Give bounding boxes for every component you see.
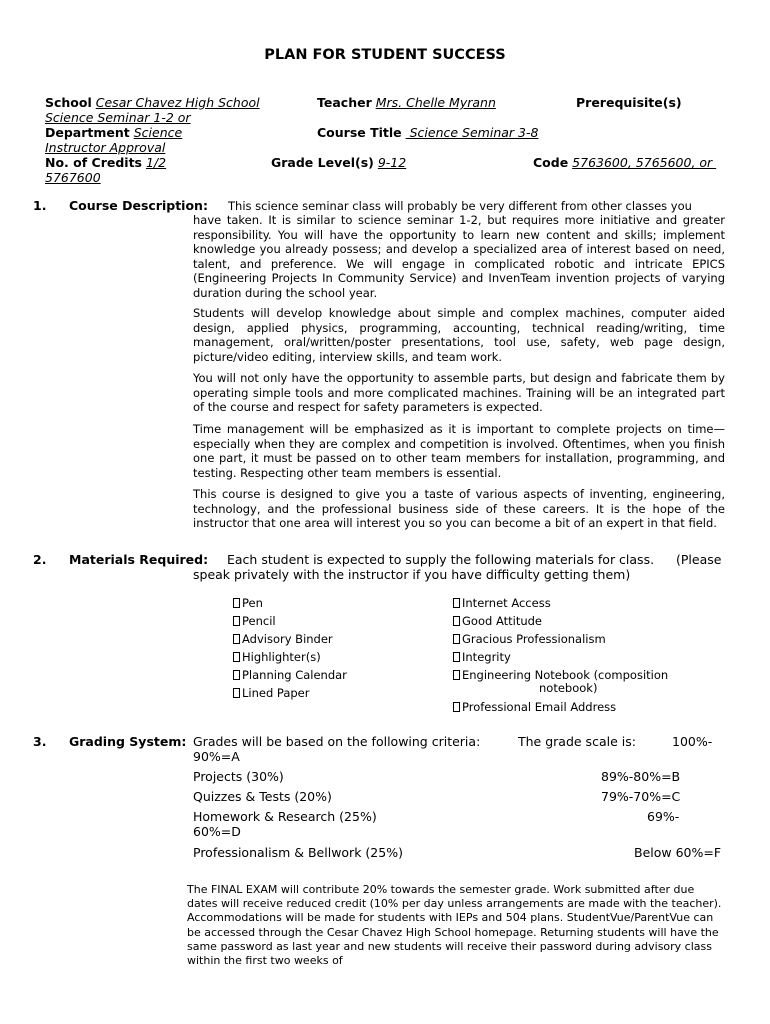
materials-right-item xyxy=(453,668,668,682)
checkbox-icon xyxy=(453,652,460,662)
section3-label: Grading System: xyxy=(69,734,187,749)
checkbox-icon xyxy=(233,616,240,626)
materials-right-item xyxy=(453,596,551,610)
section1-paragraph-4: Time management will be emphasized as it is important to complete projects on time—especially when they are complex and competition is involved. Oftentimes, when you finish one part, it must be passed on to other team members for installation, programming, and testing. Respecting other team members is essential. xyxy=(193,422,725,480)
school-value: Cesar Chavez High School xyxy=(95,95,260,110)
materials-right-item-label: Integrity xyxy=(462,650,511,664)
checkbox-icon xyxy=(233,652,240,662)
department-label: Department xyxy=(45,125,130,140)
materials-left-item xyxy=(233,686,310,700)
materials-right-item xyxy=(453,700,616,714)
grade-scale-a-bottom: 90%=A xyxy=(193,749,240,764)
school-label: School xyxy=(45,95,92,110)
course-title-value: Science Seminar 3-8 xyxy=(405,125,539,140)
course-title-field xyxy=(317,125,538,140)
grade-scale-d-top: 69%- xyxy=(647,809,680,824)
grade-scale-f: Below 60%=F xyxy=(634,845,722,860)
materials-left-item-label: Advisory Binder xyxy=(242,632,333,646)
grade-scale-label: The grade scale is: xyxy=(518,734,636,749)
department-field xyxy=(45,125,182,140)
materials-left-item xyxy=(233,668,347,682)
checkbox-icon xyxy=(453,598,460,608)
prerequisite-label: Prerequisite(s) xyxy=(576,95,682,110)
credits-field xyxy=(45,155,166,170)
checkbox-icon xyxy=(453,702,460,712)
materials-left-item xyxy=(233,650,321,664)
grade-level-label: Grade Level(s) xyxy=(271,155,374,170)
code-value-line2: 5767600 xyxy=(45,170,101,185)
department-value-line2: Instructor Approval xyxy=(45,140,166,155)
course-title-label: Course Title xyxy=(317,125,402,140)
section1-paragraph-2: Students will develop knowledge about simple and complex machines, computer aided design, applied physics, programming, accounting, technical reading/writing, time management, oral/written/poster presentations, tool use, safety, web page design, picture/video editing, interview skills, and team work. xyxy=(193,306,725,364)
school-value-line2: Science Seminar 1-2 or xyxy=(45,110,191,125)
grade-level-value: 9-12 xyxy=(377,155,407,170)
code-field xyxy=(533,155,716,170)
materials-left-item-label: Planning Calendar xyxy=(242,668,347,682)
checkbox-icon xyxy=(233,688,240,698)
section2-lead: Each student is expected to supply the following materials for class. xyxy=(227,552,655,567)
credits-value: 1/2 xyxy=(145,155,167,170)
materials-left-item xyxy=(233,632,333,646)
checkbox-icon xyxy=(453,634,460,644)
code-label: Code xyxy=(533,155,569,170)
teacher-value: Mrs. Chelle Myrann xyxy=(375,95,496,110)
materials-right-item-label: Internet Access xyxy=(462,596,551,610)
checkbox-icon xyxy=(233,634,240,644)
grading-lead: Grades will be based on the following criteria: xyxy=(193,734,481,749)
school-field xyxy=(45,95,260,110)
materials-left-item xyxy=(233,614,276,628)
grade-level-field xyxy=(271,155,406,170)
materials-item-cont: notebook) xyxy=(539,681,598,695)
checkbox-icon xyxy=(233,598,240,608)
department-value-cont xyxy=(45,140,165,155)
materials-right-item xyxy=(453,614,542,628)
section3-number: 3. xyxy=(33,734,47,749)
materials-left-item-label: Lined Paper xyxy=(242,686,310,700)
teacher-label: Teacher xyxy=(317,95,372,110)
checkbox-icon xyxy=(233,670,240,680)
criteria-quizzes: Quizzes & Tests (20%) xyxy=(193,789,332,804)
section1-paragraph-3: You will not only have the opportunity to assemble parts, but design and fabricate them by operating simple tools and more complicated machines. Training will be an integrated part of the course and respect for safety parameters is expected. xyxy=(193,371,725,415)
materials-left-item xyxy=(233,596,263,610)
final-exam-paragraph: The FINAL EXAM will contribute 20% towards the semester grade. Work submitted after due dates will receive reduced credit (10% per day unless arrangements are made with the teacher). Accommodations will be made for students with IEPs and 504 plans. StudentVue/ParentVue can be accessed through the Cesar Chavez High School homepage. Returning students will have the same password as last year and new students will receive their password during advisory class within the first two weeks of xyxy=(187,883,722,968)
section1-lead: This science seminar class will probably be very different from other classes you xyxy=(228,199,692,213)
school-value-cont xyxy=(45,110,191,125)
section1-paragraph-1: have taken. It is similar to science seminar 1-2, but requires more initiative and greater responsibility. You will have the opportunity to learn new content and skills; implement knowledge you already possess; and develop a specialized area of interest based on need, talent, and preference. We will engage in complicated robotic and intricate EPICS (Engineering Projects In Community Service) and InvenTeam invention projects of varying duration during the school year. xyxy=(193,213,725,300)
criteria-professionalism: Professionalism & Bellwork (25%) xyxy=(193,845,403,860)
code-value: 5763600, 5765600, or xyxy=(572,155,717,170)
code-value-cont xyxy=(45,170,101,185)
materials-right-item-label: Good Attitude xyxy=(462,614,542,628)
section1-label: Course Description: xyxy=(69,198,208,213)
section1-number: 1. xyxy=(33,198,47,213)
materials-right-item-label: Gracious Professionalism xyxy=(462,632,606,646)
materials-left-item-label: Pencil xyxy=(242,614,276,628)
page-title: PLAN FOR STUDENT SUCCESS xyxy=(264,47,506,63)
section2-line2: speak privately with the instructor if you have difficulty getting them) xyxy=(193,567,631,582)
section2-label: Materials Required: xyxy=(69,552,209,567)
materials-left-item-label: Highlighter(s) xyxy=(242,650,321,664)
criteria-homework: Homework & Research (25%) xyxy=(193,809,377,824)
materials-right-item xyxy=(453,632,606,646)
section1-paragraph-5: This course is designed to give you a taste of various aspects of inventing, engineering, technology, and the professional business side of these careers. It is the hope of the instructor that one area will interest you so you can become a bit of an expert in that field. xyxy=(193,487,725,531)
teacher-field xyxy=(317,95,496,110)
materials-right-item-label: Engineering Notebook (composition xyxy=(462,668,669,682)
grade-scale-a-top: 100%- xyxy=(672,734,713,749)
checkbox-icon xyxy=(453,670,460,680)
grade-scale-c: 79%-70%=C xyxy=(601,789,681,804)
grade-scale-b: 89%-80%=B xyxy=(601,769,681,784)
materials-right-item xyxy=(453,650,511,664)
checkbox-icon xyxy=(453,616,460,626)
department-value: Science xyxy=(133,125,183,140)
materials-right-item-label: Professional Email Address xyxy=(462,700,617,714)
section2-number: 2. xyxy=(33,552,47,567)
credits-label: No. of Credits xyxy=(45,155,142,170)
grade-scale-d-bottom: 60%=D xyxy=(193,824,241,839)
criteria-projects: Projects (30%) xyxy=(193,769,284,784)
section2-lead-paren: (Please xyxy=(676,552,722,567)
materials-left-item-label: Pen xyxy=(242,596,263,610)
